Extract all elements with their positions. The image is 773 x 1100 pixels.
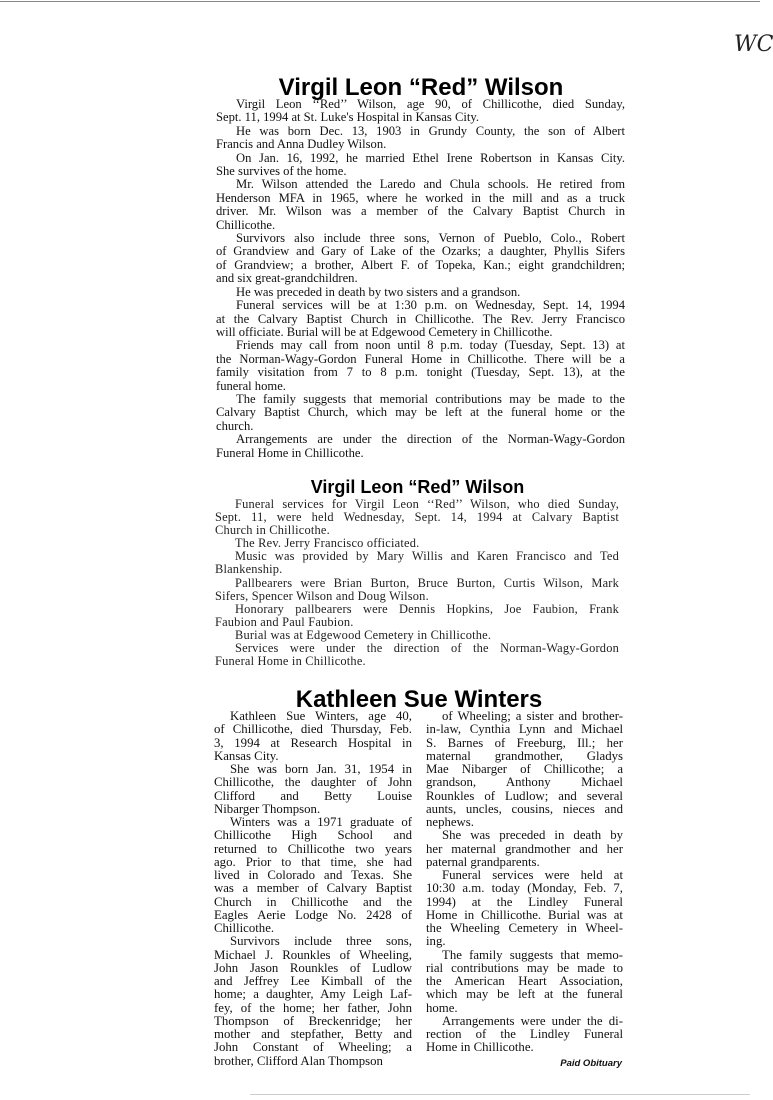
text-line: Chillicothe.	[214, 921, 275, 935]
obituary-title-winters: Kathleen Sue Winters	[295, 686, 543, 713]
obituary-body-wilson	[216, 98, 625, 460]
funeral-notice-body-wilson	[215, 498, 619, 668]
text-line: Faubion and Paul Faubion.	[215, 614, 354, 629]
paragraph	[215, 577, 619, 603]
text-line: She was born Jan. 31, 1954 in	[230, 762, 412, 776]
paragraph	[214, 763, 412, 816]
text-line: ing.	[426, 934, 446, 949]
obituary-title-wilson: Virgil Leon “Red” Wilson	[278, 74, 564, 101]
paragraph	[426, 710, 623, 829]
text-line: The family suggests that memo-	[442, 947, 623, 962]
text-line: Pallbearers were Brian Burton, Bruce Burton, Curtis Wilson, Mark	[235, 575, 619, 590]
text-line: 10:30 a.m. today (Monday, Feb. 7,	[426, 881, 623, 896]
paragraph	[216, 98, 625, 125]
text-line: funeral home.	[216, 378, 286, 393]
text-line: of Wheeling; a sister and brother-	[442, 709, 623, 723]
text-line: maternal grandmother, Gladys	[426, 748, 623, 763]
text-line: of Chillicothe, died Thursday, Feb.	[214, 722, 412, 737]
paragraph	[216, 178, 625, 232]
paragraph	[214, 935, 412, 1068]
text-line: aunts, uncles, cousins, nieces and	[426, 801, 623, 816]
text-line: Funeral Home in Chillicothe.	[215, 654, 366, 669]
text-line: Church in Chillicothe and the	[214, 894, 412, 909]
text-line: Kathleen Sue Winters, age 40,	[230, 709, 412, 723]
text-line: at the Calvary Baptist Church in Chillicothe. The Rev. Jerry Francisco	[216, 311, 625, 326]
text-line: Arrangements are under the direction of the Norman-Wagy-Gordon	[236, 432, 625, 447]
text-line: ago. Prior to that time, she had	[214, 854, 412, 869]
text-line: her maternal grandmother and her	[426, 841, 623, 856]
paragraph	[216, 125, 625, 152]
text-line: The Rev. Jerry Francisco officiated.	[235, 536, 420, 551]
text-line: Sept. 11, were held Wednesday, Sept. 14, 1994 at Calvary Baptist	[215, 510, 619, 525]
paragraph	[216, 152, 625, 179]
text-line: driver. Mr. Wilson was a member of the Calvary Baptist Church in	[216, 204, 625, 219]
page-edge-rule	[0, 1, 760, 2]
text-line: family visitation from 7 to 8 p.m. tonight (Tuesday, Sept. 13), at the	[216, 365, 625, 380]
text-line: Home in Chillicothe.	[426, 1040, 534, 1055]
text-line: Survivors include three sons,	[230, 934, 412, 949]
obituary-winters-column-1	[214, 710, 412, 1068]
text-line: paternal grandparents.	[426, 854, 540, 869]
text-line: grandson, Anthony Michael	[426, 775, 623, 790]
text-line: church.	[216, 418, 254, 433]
paragraph	[216, 393, 625, 433]
text-line: Rounkles of Ludlow; and several	[426, 788, 623, 803]
text-line: Funeral services were held at	[442, 868, 623, 882]
text-line: He was born Dec. 13, 1903 in Grundy County, the son of Albert	[236, 123, 625, 138]
text-line: 3, 1994 at Research Hospital in	[214, 735, 412, 750]
text-line: She was preceded in death by	[442, 828, 623, 843]
paragraph	[216, 232, 625, 286]
paragraph	[215, 642, 619, 668]
text-line: home.	[426, 1000, 458, 1015]
text-line: S. Barnes of Freeburg, Ill.; her	[426, 735, 623, 750]
paragraph	[426, 869, 623, 949]
funeral-notice-title-wilson: Virgil Leon “Red” Wilson	[310, 477, 525, 497]
text-line: She survives of the home.	[216, 164, 347, 179]
text-line: Friends may call from noon until 8 p.m. today (Tuesday, Sept. 13) at	[236, 338, 625, 353]
text-line: and six great-grandchildren.	[216, 271, 358, 286]
text-line: Calvary Baptist Church, which may be left at the funeral home or the	[216, 405, 625, 420]
paragraph	[426, 949, 623, 1015]
text-line: Arrangements were under the di-	[442, 1013, 623, 1028]
text-line: Francis and Anna Dudley Wilson.	[216, 137, 387, 152]
text-line: Clifford and Betty Louise	[214, 788, 412, 803]
paragraph	[215, 603, 619, 629]
text-line: rection of the Lindley Funeral	[426, 1027, 623, 1041]
text-line: which may be left at the funeral	[426, 987, 623, 1002]
text-line: Sept. 11, 1994 at St. Luke's Hospital in Kansas City.	[216, 110, 479, 125]
text-line: Survivors also include three sons, Vernon of Pueblo, Colo., Robert	[236, 231, 625, 246]
text-line: He was preceded in death by two sisters and a grandson.	[236, 284, 521, 299]
paid-obituary-label: Paid Obituary	[560, 1058, 622, 1069]
text-line: brother, Clifford Alan Thompson	[214, 1053, 383, 1068]
paragraph	[426, 829, 623, 869]
text-line: Thompson of Breckenridge; her	[214, 1013, 412, 1028]
text-line: nephews.	[426, 815, 474, 829]
paragraph	[215, 550, 619, 576]
text-line: and Jeffrey Lee Kimball of the	[214, 974, 412, 988]
paragraph	[216, 339, 625, 393]
text-line: the Norman-Wagy-Gordon Funeral Home in Chillicothe. There will be a	[216, 351, 625, 366]
scan-edge-line	[250, 1094, 750, 1095]
paragraph	[214, 816, 412, 935]
text-line: 1994) at the Lindley Funeral	[426, 894, 623, 909]
text-line: returned to Chillicothe two years	[214, 841, 412, 856]
text-line: Eagles Aerie Lodge No. 2428 of	[214, 907, 412, 922]
text-line: mother and stepfather, Betty and	[214, 1027, 412, 1041]
text-line: John Constant of Wheeling; a	[214, 1040, 412, 1055]
paragraph	[214, 710, 412, 763]
text-line: Sifers, Spencer Wilson and Doug Wilson.	[215, 588, 429, 603]
text-line: Virgil Leon ‘‘Red’’ Wilson, age 90, of Chillicothe, died Sunday,	[236, 97, 625, 111]
text-line: rial contributions may be made to	[426, 960, 623, 975]
text-line: home; a daughter, Amy Leigh Laf-	[214, 987, 412, 1002]
paragraph	[215, 498, 619, 537]
text-line: Chillicothe.	[216, 217, 276, 232]
paragraph	[216, 299, 625, 339]
text-line: Kansas City.	[214, 748, 279, 763]
text-line: John Jason Rounkles of Ludlow	[214, 960, 412, 975]
text-line: of Grandview and Gary of Lake of the Ozarks; a daughter, Phyllis Sifers	[216, 244, 625, 259]
text-line: will officiate. Burial will be at Edgewood Cemetery in Chillicothe.	[216, 324, 553, 339]
text-line: Funeral services for Virgil Leon ‘‘Red’’ Wilson, who died Sunday,	[235, 497, 619, 511]
text-line: the American Heart Association,	[426, 974, 623, 988]
text-line: of Grandview; a brother, Albert F. of Topeka, Kan.; eight grandchildren;	[216, 257, 625, 272]
text-line: Services were under the direction of the Norman-Wagy-Gordon	[235, 641, 619, 656]
text-line: Home in Chillicothe. Burial was at	[426, 907, 623, 922]
text-line: Chillicothe, the daughter of John	[214, 775, 412, 790]
text-line: Funeral Home in Chillicothe.	[216, 445, 364, 460]
paragraph	[216, 286, 625, 299]
text-line: Nibarger Thompson.	[214, 801, 321, 816]
text-line: the Wheeling Cemetery in Wheel-	[426, 921, 623, 935]
handwritten-note: WC	[734, 32, 773, 57]
text-line: Mae Nibarger of Chillicothe; a	[426, 762, 623, 776]
text-line: Henderson MFA in 1965, where he worked in the mill and as a truck	[216, 190, 625, 205]
text-line: in-law, Cynthia Lynn and Michael	[426, 722, 623, 737]
text-line: Blankenship.	[215, 562, 283, 577]
text-line: Honorary pallbearers were Dennis Hopkins, Joe Faubion, Frank	[235, 601, 619, 616]
text-line: fey, of the home; her father, John	[214, 1000, 412, 1015]
paragraph	[426, 1015, 623, 1055]
text-line: Burial was at Edgewood Cemetery in Chillicothe.	[235, 627, 492, 642]
text-line: The family suggests that memorial contributions may be made to the	[236, 391, 625, 406]
text-line: Chillicothe High School and	[214, 828, 412, 843]
text-line: Winters was a 1971 graduate of	[230, 815, 412, 829]
text-line: was a member of Calvary Baptist	[214, 881, 412, 896]
text-line: Michael J. Rounkles of Wheeling,	[214, 947, 412, 962]
text-line: Church in Chillicothe.	[215, 523, 330, 538]
obituary-winters-column-2	[426, 710, 623, 1055]
paragraph	[216, 433, 625, 460]
text-line: Mr. Wilson attended the Laredo and Chula schools. He retired from	[236, 177, 625, 192]
text-line: On Jan. 16, 1992, he married Ethel Irene Robertson in Kansas City.	[236, 150, 625, 165]
text-line: lived in Colorado and Texas. She	[214, 868, 412, 882]
text-line: Funeral services will be at 1:30 p.m. on Wednesday, Sept. 14, 1994	[236, 298, 625, 313]
text-line: Music was provided by Mary Willis and Karen Francisco and Ted	[235, 549, 619, 564]
